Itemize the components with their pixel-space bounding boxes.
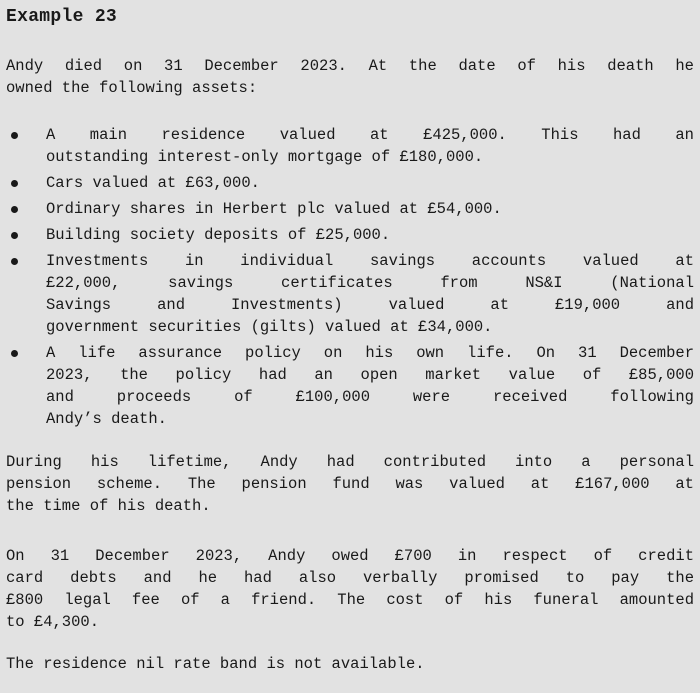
text-line: £22,000, savings certificates from NS&I (National bbox=[46, 274, 694, 292]
list-item-life-assurance bbox=[6, 342, 694, 430]
bullet-icon bbox=[11, 232, 18, 239]
text-line: During his lifetime, Andy had contributed into a personal bbox=[6, 453, 694, 471]
text-line: A life assurance policy on his own life. On 31 December bbox=[46, 344, 694, 362]
list-item-residence bbox=[6, 124, 694, 168]
text-line: Investments in individual savings accounts valued at bbox=[46, 252, 694, 270]
list-item-investments bbox=[6, 250, 694, 338]
text-line: Andy died on 31 December 2023. At the date of his death he bbox=[6, 57, 694, 75]
text-line: owned the following assets: bbox=[6, 79, 258, 97]
text-line: Savings and Investments) valued at £19,000 and bbox=[46, 296, 694, 314]
text-line: Cars valued at £63,000. bbox=[46, 174, 260, 192]
text-line: card debts and he had also verbally promised to pay the bbox=[6, 569, 694, 587]
asset-list bbox=[6, 124, 694, 430]
text-line: outstanding interest-only mortgage of £180,000. bbox=[46, 148, 484, 166]
text-line: Andy’s death. bbox=[46, 410, 167, 428]
paragraph-pension bbox=[6, 451, 694, 517]
text-line: Building society deposits of £25,000. bbox=[46, 226, 391, 244]
bullet-icon bbox=[11, 132, 18, 139]
bullet-icon bbox=[11, 258, 18, 265]
text-line: £800 legal fee of a friend. The cost of his funeral amounted bbox=[6, 591, 694, 609]
paragraph-nil-rate-band bbox=[6, 653, 694, 675]
list-item-cars bbox=[6, 172, 694, 194]
paragraph-debts bbox=[6, 545, 694, 633]
text-line: the time of his death. bbox=[6, 497, 211, 515]
text-line: and proceeds of £100,000 were received following bbox=[46, 388, 694, 406]
bullet-icon bbox=[11, 180, 18, 187]
text-line: A main residence valued at £425,000. This had an bbox=[46, 126, 694, 144]
text-line: government securities (gilts) valued at £34,000. bbox=[46, 318, 493, 336]
text-line: 2023, the policy had an open market value of £85,000 bbox=[46, 366, 694, 384]
text-line: Ordinary shares in Herbert plc valued at £54,000. bbox=[46, 200, 502, 218]
text-line: pension scheme. The pension fund was valued at £167,000 at bbox=[6, 475, 694, 493]
bullet-icon bbox=[11, 206, 18, 213]
list-item-deposits bbox=[6, 224, 694, 246]
bullet-icon bbox=[11, 350, 18, 357]
paragraph-intro bbox=[6, 55, 694, 99]
text-line: to £4,300. bbox=[6, 613, 100, 631]
text-line: The residence nil rate band is not available. bbox=[6, 655, 425, 673]
text-line: On 31 December 2023, Andy owed £700 in respect of credit bbox=[6, 547, 694, 565]
example-heading: Example 23 bbox=[6, 7, 118, 27]
list-item-shares bbox=[6, 198, 694, 220]
